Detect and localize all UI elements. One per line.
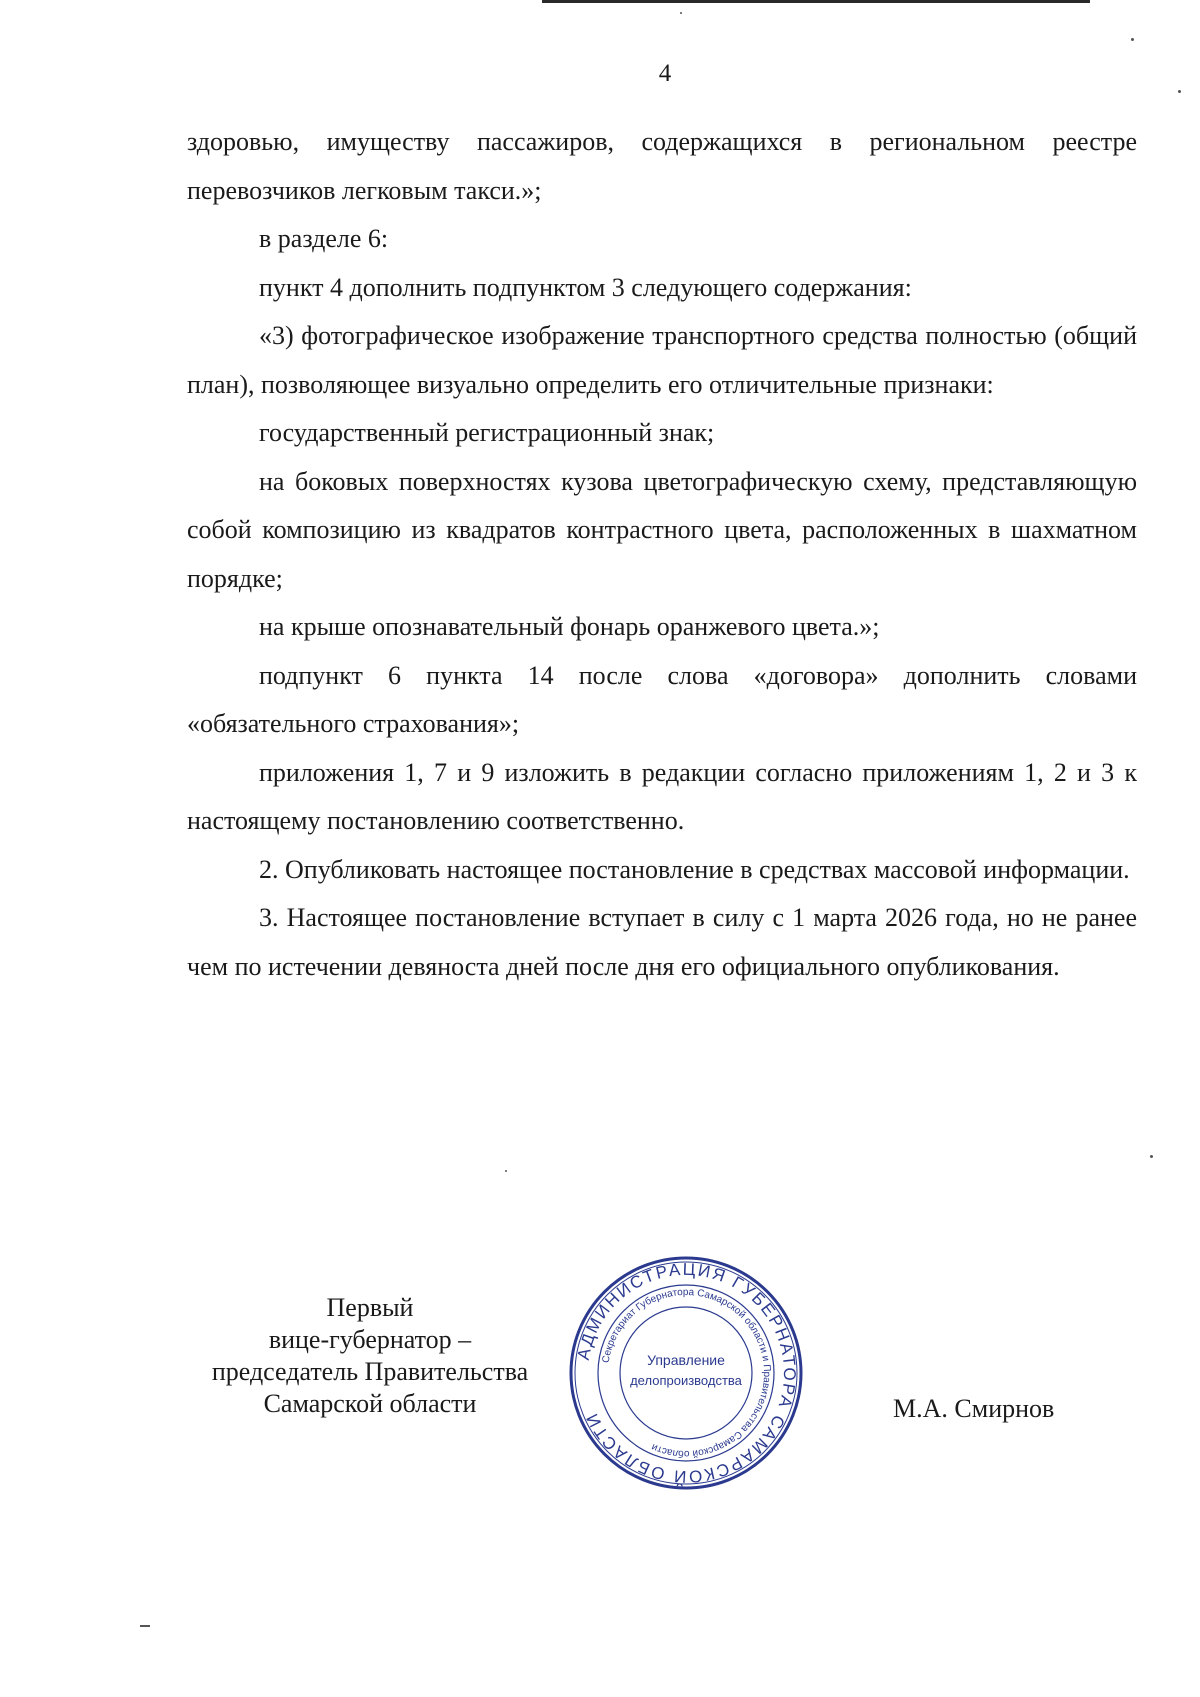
- paragraph-section-6: в разделе 6:: [259, 224, 389, 253]
- signatory-title-line: Самарской области: [263, 1389, 477, 1418]
- signatory-name: М.А. Смирнов: [893, 1394, 1055, 1423]
- seal-center-line2: делопроизводства: [630, 1373, 742, 1388]
- paragraph-subitem-6: подпункт 6 пункта 14 после слова «договора» дополнить словами «обязательного страхования»;: [187, 660, 1137, 738]
- page-number: 4: [658, 60, 672, 87]
- paragraph-effective-date: 3. Настоящее постановление вступает в силу с 1 марта 2026 года, но не ранее чем по истечении девяноста дней после дня его официального опубликования.: [187, 903, 1137, 981]
- paragraph-subitem-3: «3) фотографическое изображение транспортного средства полностью (общий план), позволяющее визуально определить его отличительные признаки:: [187, 321, 1137, 399]
- paragraph-registration-plate: государственный регистрационный знак;: [259, 418, 715, 447]
- signatory-title-line: вице-губернатор –: [268, 1325, 472, 1354]
- signatory-title-line: председатель Правительства: [211, 1357, 529, 1386]
- paragraph-continuation: здоровью, имуществу пассажиров, содержащихся в региональном реестре перевозчиков легковым такси.»;: [187, 127, 1137, 205]
- document-body: [187, 118, 1137, 991]
- seal-inner-textpath: Секретариат Губернатора Самарской области и Правительства Самарской области: [600, 1286, 773, 1460]
- scan-speck: [1131, 38, 1134, 41]
- scan-speck: [505, 1170, 507, 1172]
- signatory-title-line: Первый: [326, 1293, 414, 1322]
- paragraph-side-surfaces: на боковых поверхностях кузова цветографическую схему, представляющую собой композицию из квадратов контрастного цвета, расположенных в шахматном порядке;: [187, 466, 1137, 593]
- seal-center-line1: Управление: [647, 1352, 725, 1368]
- scan-speck: [1150, 1155, 1153, 1158]
- scan-speck: [140, 1625, 150, 1627]
- seal-outer-textpath: АДМИНИСТРАЦИЯ ГУБЕРНАТОРА САМАРСКОЙ ОБЛАСТИ: [573, 1259, 800, 1487]
- paragraph-publish: 2. Опубликовать настоящее постановление в средствах массовой информации.: [259, 854, 1130, 884]
- paragraph-appendices: приложения 1, 7 и 9 изложить в редакции согласно приложениям 1, 2 и 3 к настоящему постановлению соответственно.: [187, 757, 1137, 835]
- paragraph-roof-light: на крыше опознавательный фонарь оранжевого цвета.»;: [259, 612, 880, 641]
- scan-speck: [680, 12, 682, 14]
- signatory-title: [150, 1292, 590, 1420]
- top-border-line: [542, 0, 1090, 3]
- paragraph-item-4: пункт 4 дополнить подпунктом 3 следующего содержания:: [259, 272, 912, 302]
- official-seal-stamp: [566, 1253, 806, 1493]
- scan-speck: [1178, 90, 1181, 93]
